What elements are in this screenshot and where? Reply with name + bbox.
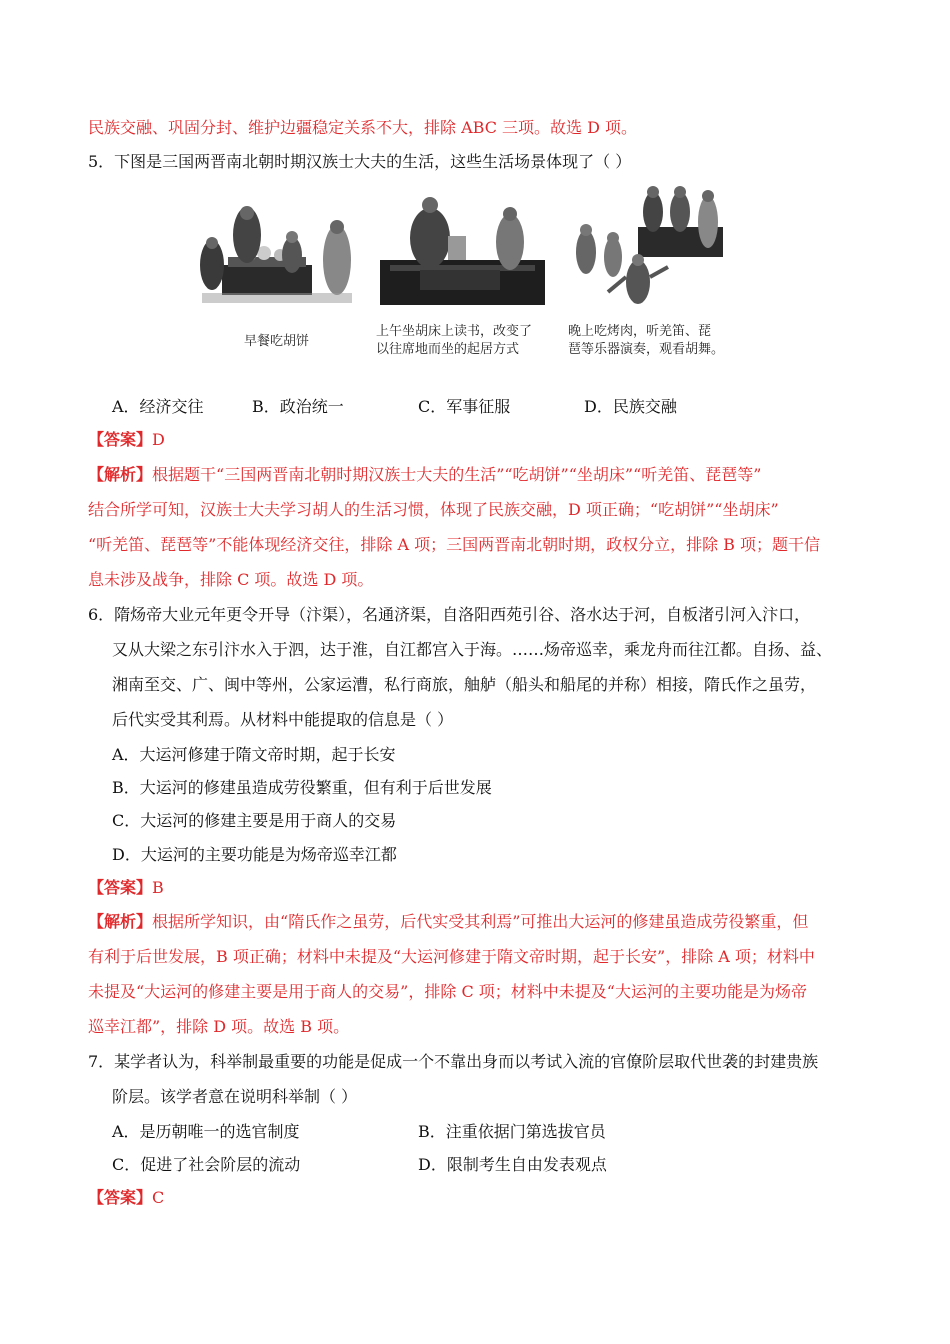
- figure-caption-1: 早餐吃胡饼: [244, 334, 310, 349]
- q5-option-c: C．军事征服: [418, 397, 511, 416]
- q5-option-d: D．民族交融: [584, 397, 677, 416]
- q7-option-c: C．促进了社会阶层的流动: [112, 1155, 301, 1174]
- low-table: [222, 265, 312, 295]
- q6-stem-line-3: 湘南至交、广、闽中等州，公家运漕，私行商旅，舳舻（船头和船尾的并称）相接，隋氏作之虽劳，: [112, 675, 817, 694]
- q5-illustration-reading: [380, 190, 552, 320]
- figure-caption-2a: 上午坐胡床上读书，改变了: [376, 324, 533, 339]
- q5-analysis-line-2: 结合所学可知，汉族士大夫学习胡人的生活习惯，体现了民族交融，D 项正确；“吃胡饼”“坐胡床”: [88, 500, 779, 519]
- q6-option-c: C．大运河的修建主要是用于商人的交易: [112, 811, 397, 830]
- figure-caption-3a: 晚上吃烤肉，听羌笛、琵: [568, 324, 712, 339]
- figure-caption-2b: 以往席地而坐的起居方式: [376, 342, 520, 357]
- prev-analysis-tail: 民族交融、巩固分封、维护边疆稳定关系不大，排除 ABC 三项。故选 D 项。: [88, 118, 638, 137]
- figure-caption-3b: 琶等乐器演奏，观看胡舞。: [568, 342, 725, 357]
- q5-illustration-evening: [568, 182, 743, 314]
- musician-figure: [576, 230, 596, 274]
- q6-analysis-line-1: 【解析】根据所学知识，由“隋氏作之虽劳，后代实受其利焉”可推出大运河的修建虽造成劳役繁重，但: [88, 912, 809, 931]
- q5-analysis-line-1: 【解析】根据题干“三国两晋南北朝时期汉族士大夫的生活”“吃胡饼”“坐胡床”“听羌笛、琵琶等”: [88, 465, 762, 484]
- q7-option-b: B．注重依据门第选拔官员: [418, 1122, 606, 1141]
- q5-illustration-breakfast: [192, 205, 368, 320]
- q6-stem-line-1: 6．隋炀帝大业元年更令开导（汴渠），名通济渠，自洛阳西苑引谷、洛水达于河，自板渚引河入汴口，: [88, 605, 811, 624]
- q6-analysis-line-4: 巡幸江都”，排除 D 项。故选 B 项。: [88, 1017, 350, 1036]
- dancer-figure: [626, 260, 650, 304]
- reader-figure: [410, 208, 450, 268]
- q5-option-b: B．政治统一: [252, 397, 344, 416]
- q5-stem: 5．下图是三国两晋南北朝时期汉族士大夫的生活，这些生活场景体现了（ ）: [88, 152, 632, 171]
- q7-answer: 【答案】C: [88, 1188, 165, 1207]
- q7-stem-line-2: 阶层。该学者意在说明科举制（ ）: [112, 1087, 358, 1106]
- q6-stem-line-2: 又从大梁之东引汴水入于泗，达于淮，自江都宫入于海。……炀帝巡幸，乘龙舟而往江都。自扬、益、: [112, 640, 833, 659]
- q5-analysis-line-4: 息未涉及战争，排除 C 项。故选 D 项。: [88, 570, 374, 589]
- q7-option-a: A．是历朝唯一的选官制度: [112, 1122, 300, 1141]
- q6-stem-line-4: 后代实受其利焉。从材料中能提取的信息是（ ）: [112, 710, 454, 729]
- q6-analysis-line-2: 有利于后世发展，B 项正确；材料中未提及“大运河修建于隋文帝时期，起于长安”，排除 A 项；材料中: [88, 947, 815, 966]
- q6-analysis-line-3: 未提及“大运河的修建主要是用于商人的交易”，排除 C 项；材料中未提及“大运河的主要功能是为炀帝: [88, 982, 807, 1001]
- q5-answer: 【答案】D: [88, 430, 165, 449]
- q6-option-b: B．大运河的修建虽造成劳役繁重，但有利于后世发展: [112, 778, 492, 797]
- q6-answer: 【答案】B: [88, 878, 164, 897]
- q6-option-d: D．大运河的主要功能是为炀帝巡幸江都: [112, 845, 397, 864]
- q7-option-d: D．限制考生自由发表观点: [418, 1155, 607, 1174]
- q6-option-a: A．大运河修建于隋文帝时期，起于长安: [112, 745, 396, 764]
- q5-analysis-line-3: “听羌笛、琵琶等”不能体现经济交往，排除 A 项；三国两晋南北朝时期，政权分立，排除 B 项；题干信: [88, 535, 821, 554]
- q7-stem-line-1: 7．某学者认为，科举制最重要的功能是促成一个不靠出身而以考试入流的官僚阶层取代世袭的封建贵族: [88, 1052, 819, 1071]
- q5-option-a: A．经济交往: [112, 397, 204, 416]
